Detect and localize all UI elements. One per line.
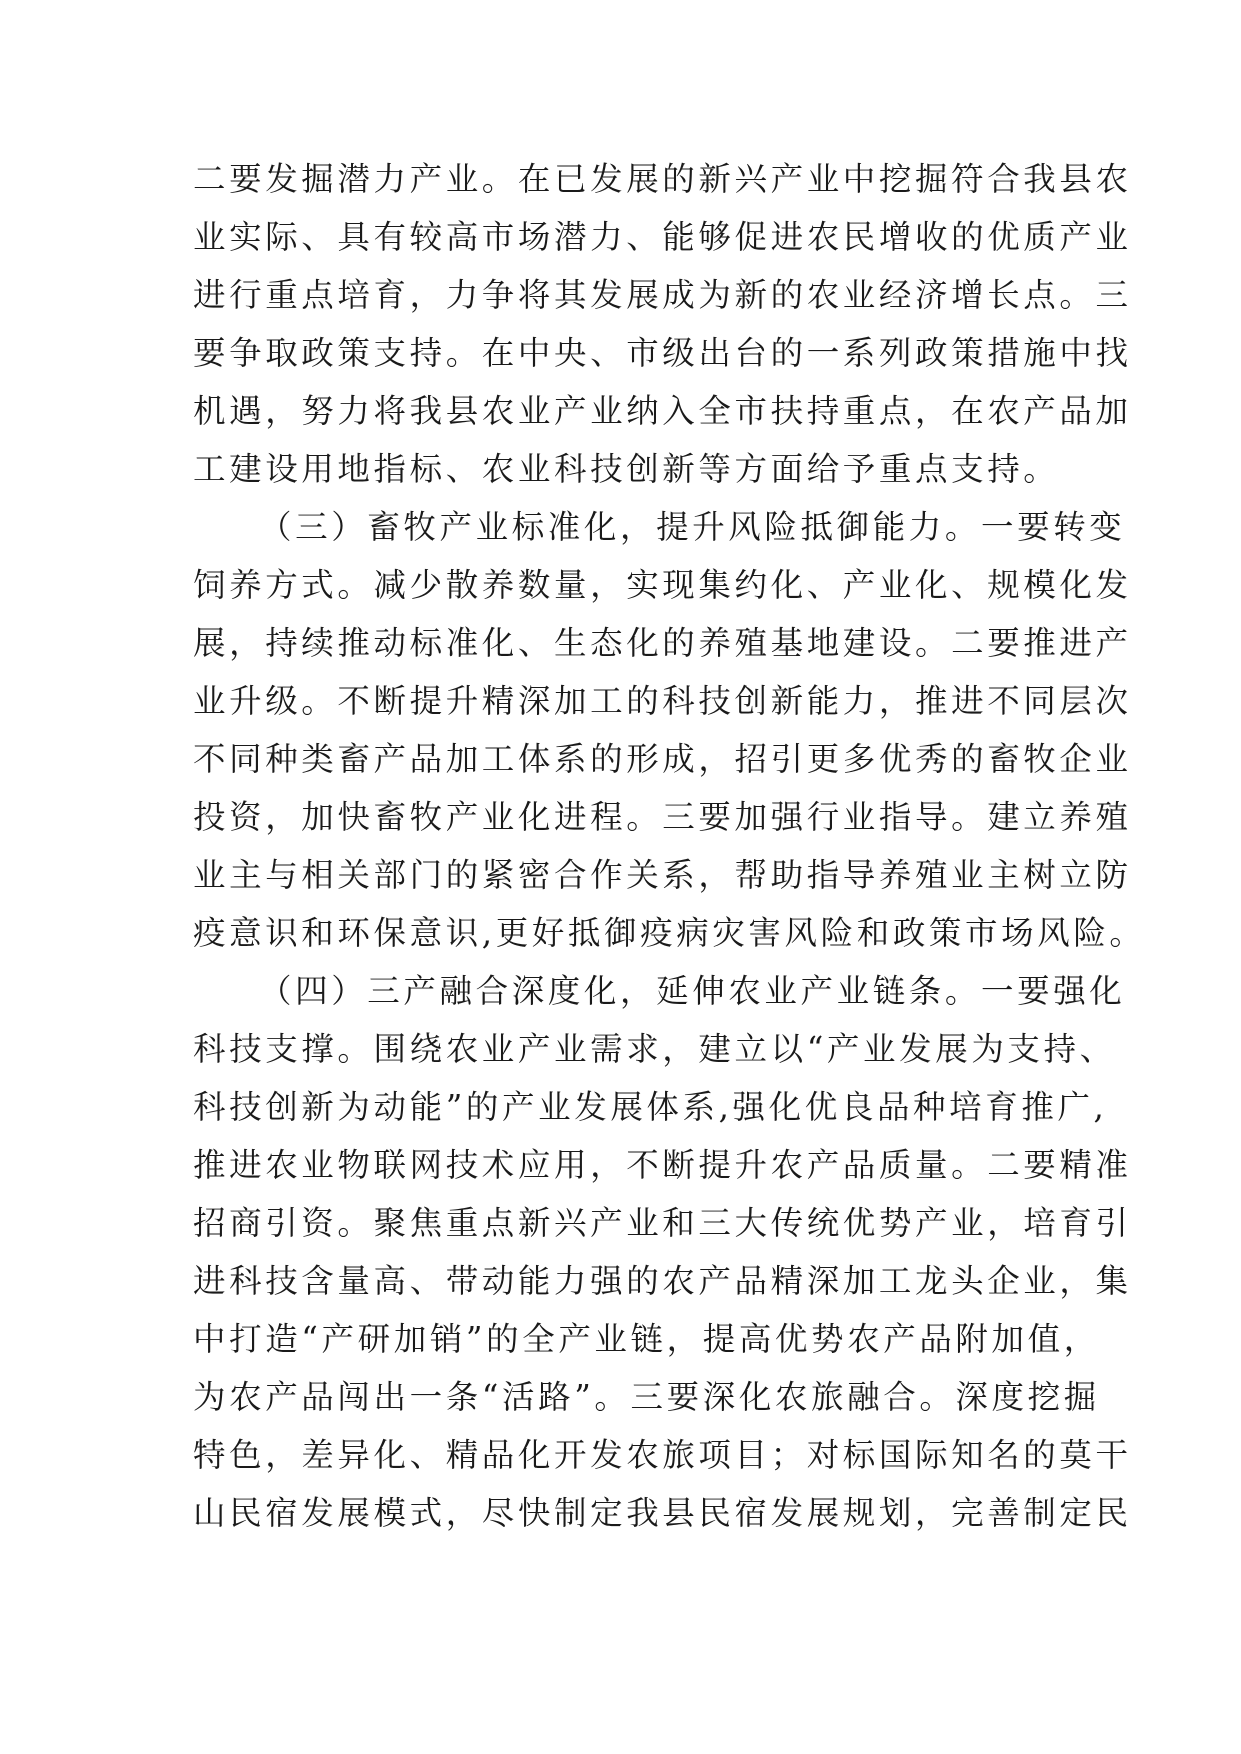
text-line: 中打造“产研加销”的全产业链，提高优势农产品附加值，: [193, 1320, 1100, 1358]
text-line: 进科技含量高、带动能力强的农产品精深加工龙头企业，集: [193, 1262, 1132, 1300]
text-line: 为农产品闯出一条“活路”。三要深化农旅融合。深度挖掘: [193, 1378, 1100, 1416]
section-heading-line: （四）三产融合深度化，延伸农业产业链条。一要强化: [259, 972, 1126, 1010]
text-line: 要争取政策支持。在中央、市级出台的一系列政策措施中找: [193, 334, 1132, 372]
text-line: 特色，差异化、精品化开发农旅项目；对标国际知名的莫干: [193, 1436, 1132, 1474]
text-line: 科技创新为动能”的产业发展体系,强化优良品种培育推广,: [193, 1088, 1108, 1126]
text-line: 山民宿发展模式，尽快制定我县民宿发展规划，完善制定民: [193, 1494, 1132, 1532]
text-line: 招商引资。聚焦重点新兴产业和三大传统优势产业，培育引: [193, 1204, 1132, 1242]
document-body: [193, 150, 1146, 1542]
text-line: 疫意识和环保意识,更好抵御疫病灾害风险和政策市场风险。: [193, 914, 1146, 952]
text-line: 饲养方式。减少散养数量，实现集约化、产业化、规模化发: [193, 566, 1132, 604]
text-line: 业实际、具有较高市场潜力、能够促进农民增收的优质产业: [193, 218, 1132, 256]
text-line: 二要发掘潜力产业。在已发展的新兴产业中挖掘符合我县农: [193, 160, 1132, 198]
text-line: 不同种类畜产品加工体系的形成，招引更多优秀的畜牧企业: [193, 740, 1132, 778]
text-line: 业升级。不断提升精深加工的科技创新能力，推进不同层次: [193, 682, 1132, 720]
text-line: 业主与相关部门的紧密合作关系，帮助指导养殖业主树立防: [193, 856, 1132, 894]
text-line: 投资，加快畜牧产业化进程。三要加强行业指导。建立养殖: [193, 798, 1132, 836]
text-line: 推进农业物联网技术应用，不断提升农产品质量。二要精准: [193, 1146, 1132, 1184]
text-line: 工建设用地指标、农业科技创新等方面给予重点支持。: [193, 450, 1060, 488]
section-heading-line: （三）畜牧产业标准化，提升风险抵御能力。一要转变: [259, 508, 1126, 546]
text-line: 展，持续推动标准化、生态化的养殖基地建设。二要推进产: [193, 624, 1132, 662]
text-line: 科技支撑。围绕农业产业需求，建立以“产业发展为支持、: [193, 1030, 1116, 1068]
text-line: 进行重点培育，力争将其发展成为新的农业经济增长点。三: [193, 276, 1132, 314]
text-line: 机遇，努力将我县农业产业纳入全市扶持重点，在农产品加: [193, 392, 1132, 430]
